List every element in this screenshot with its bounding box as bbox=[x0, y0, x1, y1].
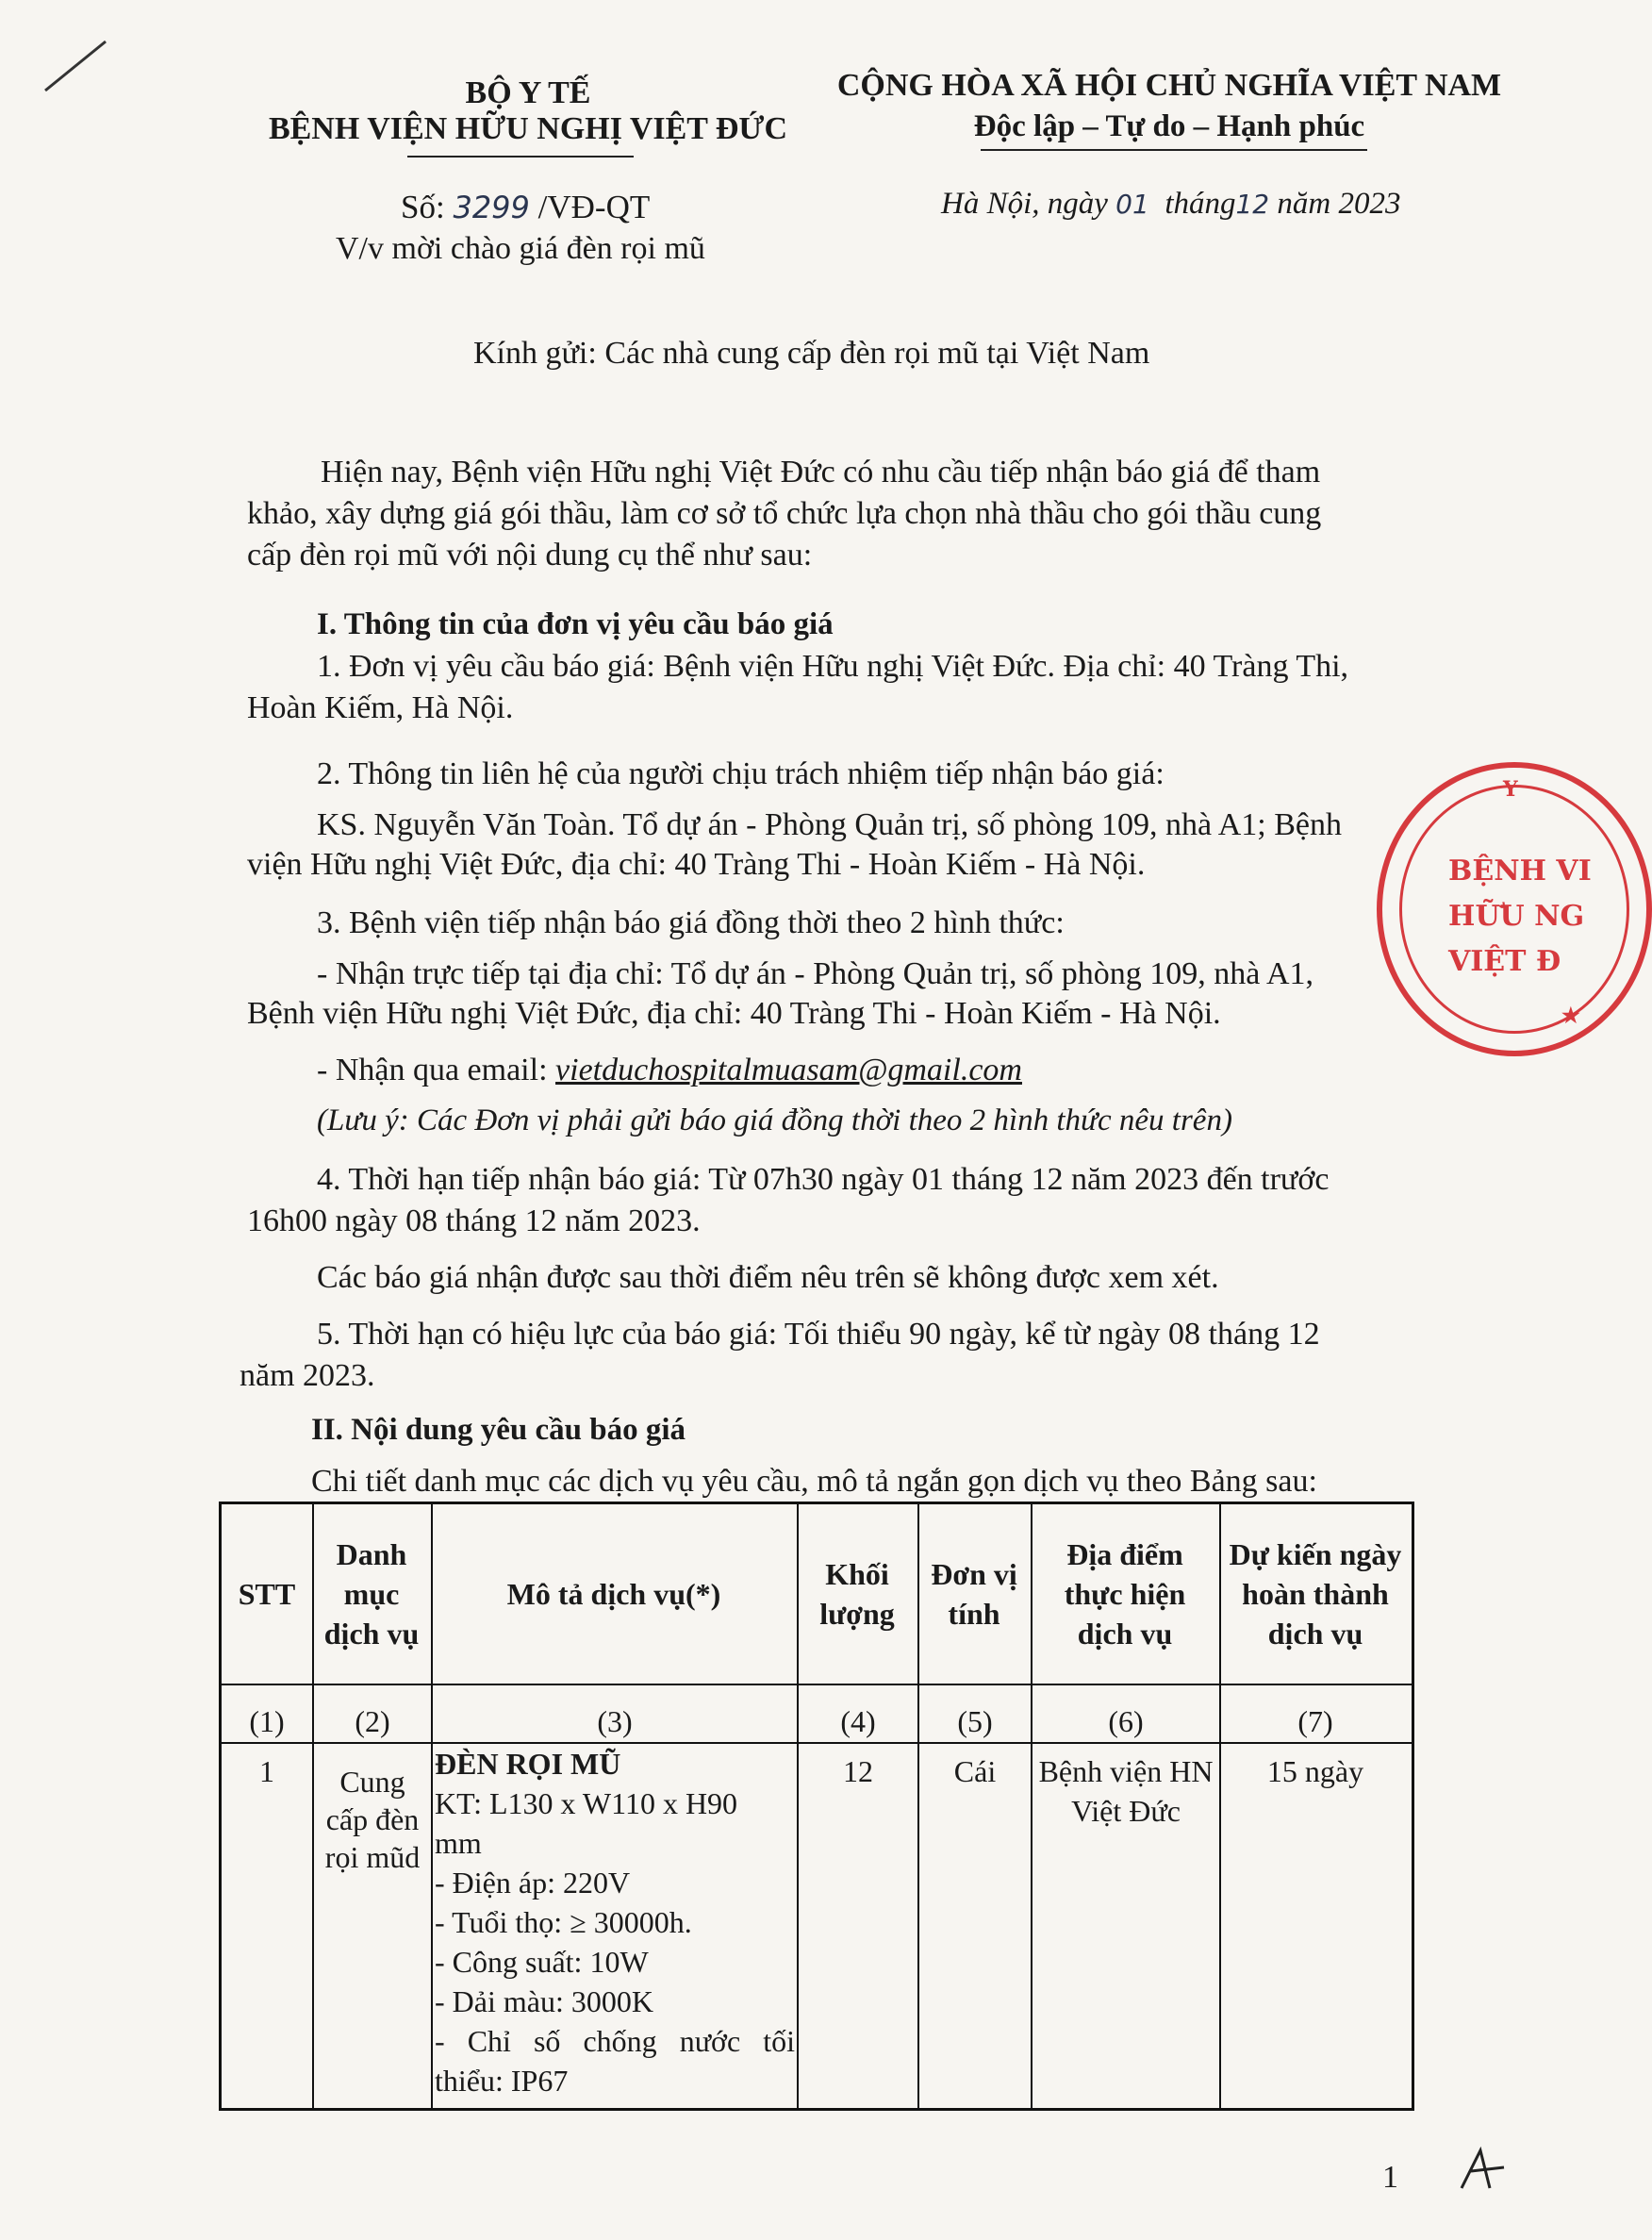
header-quantity: Khối lượng bbox=[819, 1557, 895, 1631]
col-number: (4) bbox=[840, 1704, 876, 1738]
intro-line-3: cấp đèn rọi mũ với nội dung cụ thể như sau: bbox=[247, 538, 813, 572]
s1-p2b-line-1: KS. Nguyễn Văn Toàn. Tổ dự án - Phòng Quản trị, số phòng 109, nhà A1; Bệnh bbox=[317, 807, 1342, 842]
s1-p4-line-2: 16h00 ngày 08 tháng 12 năm 2023. bbox=[247, 1203, 701, 1238]
s1-p1-line-2: Hoàn Kiếm, Hà Nội. bbox=[247, 690, 514, 725]
section-1-title: I. Thông tin của đơn vị yêu cầu báo giá bbox=[317, 607, 834, 641]
row-divider bbox=[222, 1742, 1412, 1744]
col-number: (6) bbox=[1108, 1704, 1144, 1738]
col-divider bbox=[917, 1504, 919, 2108]
s1-p3b: - Nhận qua email: vietduchospitalmuasam@gmail.com bbox=[317, 1053, 1022, 1087]
doc-number: Số: 3299 /VĐ-QT bbox=[401, 189, 651, 225]
header-description: Mô tả dịch vụ(*) bbox=[506, 1577, 721, 1611]
col-divider bbox=[797, 1504, 799, 2108]
header-stt: STT bbox=[238, 1577, 296, 1611]
service-table bbox=[219, 1502, 1414, 2111]
motto: Độc lập – Tự do – Hạnh phúc bbox=[973, 109, 1365, 143]
email-link[interactable]: vietduchospitalmuasam@gmail.com bbox=[555, 1053, 1022, 1087]
s1-p1-line-1: 1. Đơn vị yêu cầu báo giá: Bệnh viện Hữu nghị Việt Đức. Địa chỉ: 40 Tràng Thi, bbox=[317, 649, 1349, 684]
header-location: Địa điểm thực hiện dịch vụ bbox=[1064, 1537, 1186, 1651]
date-line: Hà Nội, ngày 01 tháng12 năm 2023 bbox=[941, 187, 1401, 221]
doc-number-handwritten: 3299 bbox=[453, 190, 530, 225]
intro-line-1: Hiện nay, Bệnh viện Hữu nghị Việt Đức có nhu cầu tiếp nhận báo giá để tham bbox=[321, 455, 1321, 489]
row-unit: Cái bbox=[953, 1754, 997, 1788]
row-quantity: 12 bbox=[843, 1754, 873, 1788]
row-duration: 15 ngày bbox=[1266, 1754, 1364, 1788]
s1-p4-line-1: 4. Thời hạn tiếp nhận báo giá: Từ 07h30 ngày 01 tháng 12 năm 2023 đến trước bbox=[317, 1162, 1330, 1197]
col-number: (1) bbox=[249, 1704, 285, 1738]
section-2-title: II. Nội dung yêu cầu báo giá bbox=[311, 1413, 686, 1447]
col-number: (5) bbox=[957, 1704, 993, 1738]
page-number: 1 bbox=[1382, 2160, 1398, 2195]
country-name: CỘNG HÒA XÃ HỘI CHỦ NGHĨA VIỆT NAM bbox=[836, 68, 1502, 103]
header-category: Danh mục dịch vụ bbox=[323, 1537, 420, 1651]
s1-p5-line-1: 5. Thời hạn có hiệu lực của báo giá: Tối thiểu 90 ngày, kể từ ngày 08 tháng 12 bbox=[317, 1317, 1320, 1352]
motto-underline bbox=[981, 149, 1367, 151]
s1-p2: 2. Thông tin liên hệ của người chịu trách nhiệm tiếp nhận báo giá: bbox=[317, 756, 1165, 791]
s1-p3: 3. Bệnh viện tiếp nhận báo giá đồng thời theo 2 hình thức: bbox=[317, 905, 1065, 940]
row-stt: 1 bbox=[259, 1754, 274, 1788]
s1-p4b: Các báo giá nhận được sau thời điểm nêu trên sẽ không được xem xét. bbox=[317, 1260, 1219, 1295]
hospital-stamp: Y BỆNH VI HỮU NG VIỆT Đ ★ bbox=[1377, 762, 1652, 1056]
col-divider bbox=[312, 1504, 314, 2108]
row-location: Bệnh viện HN Việt Đức bbox=[1038, 1754, 1214, 1828]
s1-p3a-line-1: - Nhận trực tiếp tại địa chỉ: Tổ dự án - Phòng Quản trị, số phòng 109, nhà A1, bbox=[317, 956, 1314, 991]
doc-subject: V/v mời chào giá đèn rọi mũ bbox=[336, 231, 705, 266]
header-unit: Đơn vị tính bbox=[931, 1557, 1017, 1631]
s1-note: (Lưu ý: Các Đơn vị phải gửi báo giá đồng thời theo 2 hình thức nêu trên) bbox=[317, 1103, 1232, 1137]
row-category: Cung cấp đèn rọi mũd bbox=[324, 1765, 421, 1874]
row-divider bbox=[222, 1684, 1412, 1685]
hospital-name: BỆNH VIỆN HỮU NGHỊ VIỆT ĐỨC bbox=[268, 111, 788, 146]
ministry-name: BỘ Y TẾ bbox=[465, 75, 591, 110]
s1-p2b-line-2: viện Hữu nghị Việt Đức, địa chỉ: 40 Tràng Thi - Hoàn Kiếm - Hà Nội. bbox=[247, 847, 1146, 882]
col-divider bbox=[431, 1504, 433, 2108]
s2-p1: Chi tiết danh mục các dịch vụ yêu cầu, mô tả ngắn gọn dịch vụ theo Bảng sau: bbox=[311, 1464, 1317, 1499]
header-duration: Dự kiến ngày hoàn thành dịch vụ bbox=[1229, 1537, 1402, 1651]
initial-mark bbox=[1452, 2141, 1518, 2198]
s1-p5-line-2: năm 2023. bbox=[240, 1358, 375, 1393]
col-number: (2) bbox=[355, 1704, 390, 1738]
greeting: Kính gửi: Các nhà cung cấp đèn rọi mũ tại Việt Nam bbox=[473, 336, 1150, 371]
col-divider bbox=[1219, 1504, 1221, 2108]
row-description: ĐÈN RỌI MŨ KT: L130 x W110 x H90 mm - Điện áp: 220V - Tuổi thọ: ≥ 30000h. - Công suất: 10W - Dải màu: 3000K - Chỉ số chống nước tối thiểu: IP67 bbox=[435, 1747, 795, 2098]
pen-mark bbox=[38, 34, 113, 100]
s1-p3a-line-2: Bệnh viện Hữu nghị Việt Đức, địa chỉ: 40 Tràng Thi - Hoàn Kiếm - Hà Nội. bbox=[247, 996, 1221, 1031]
intro-line-2: khảo, xây dựng giá gói thầu, làm cơ sở tổ chức lựa chọn nhà thầu cho gói thầu cung bbox=[247, 496, 1322, 531]
col-number: (3) bbox=[597, 1704, 633, 1738]
col-number: (7) bbox=[1297, 1704, 1333, 1738]
hospital-underline bbox=[407, 156, 634, 158]
